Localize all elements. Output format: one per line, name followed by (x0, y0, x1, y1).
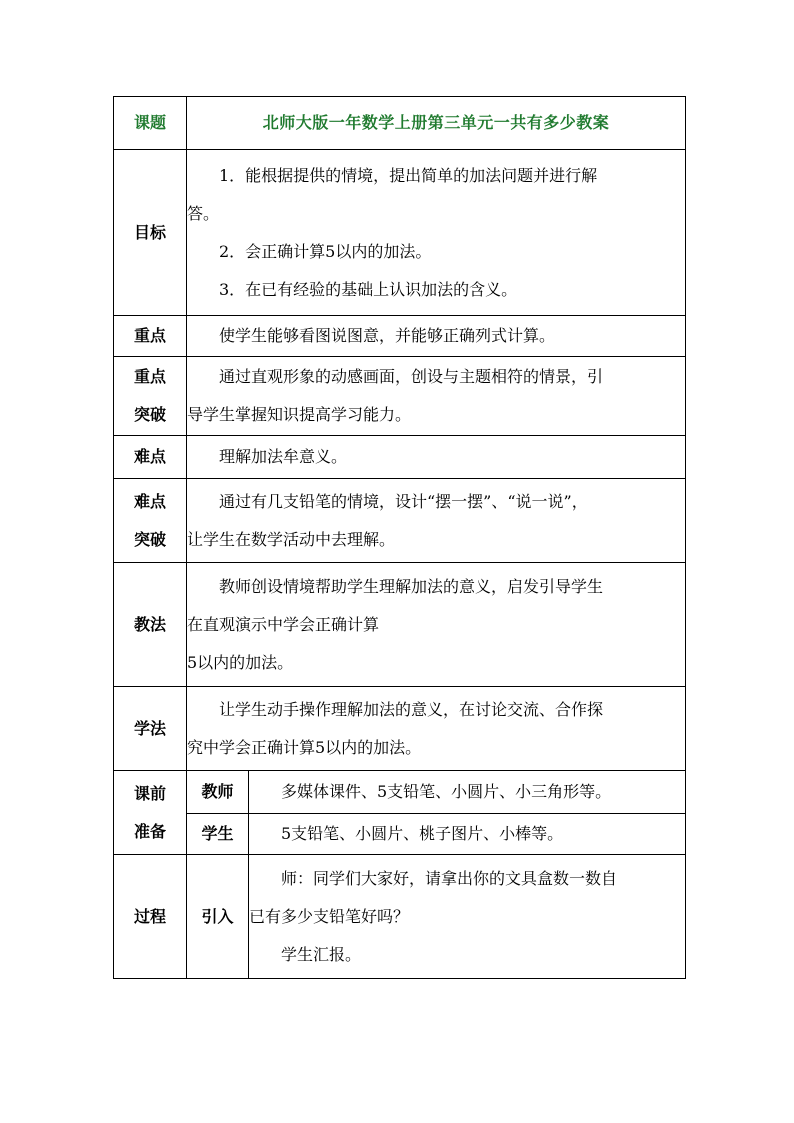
preparation-teacher-content (249, 771, 686, 814)
preparation-student-content (249, 814, 686, 855)
process-label: 过程 (114, 855, 187, 979)
title-row (114, 97, 686, 150)
preparation-teacher-row (114, 771, 686, 814)
preparation-teacher-text: 多媒体课件、5支铅笔、小圆片、小三角形等。 (281, 782, 612, 801)
key-breakthrough-line-2: 导学生掌握知识提高学习能力。 (187, 405, 412, 424)
goals-row (114, 150, 686, 316)
preparation-student-row (114, 814, 686, 855)
learning-method-line-1: 让学生动手操作理解加法的意义，在讨论交流、合作探 (219, 699, 604, 719)
process-line-2: 已有多少支铅笔好吗？ (249, 906, 410, 926)
teaching-method-line-3: 5以内的加法。 (187, 652, 294, 672)
difficulty-label: 难点 (114, 436, 187, 479)
key-breakthrough-content (187, 357, 686, 436)
difficulty-breakthrough-label (114, 479, 187, 563)
teaching-method-row (114, 563, 686, 687)
process-intro-label: 引入 (187, 855, 249, 979)
teaching-method-content (187, 563, 686, 687)
learning-method-row (114, 687, 686, 771)
learning-method-line-2: 究中学会正确计算5以内的加法。 (187, 737, 422, 757)
difficulty-breakthrough-row (114, 479, 686, 563)
difficulty-breakthrough-content (187, 479, 686, 563)
goals-label: 目标 (114, 150, 187, 316)
key-point-text: 使学生能够看图说图意，并能够正确列式计算。 (219, 326, 556, 345)
preparation-student-text: 5支铅笔、小圆片、桃子图片、小棒等。 (281, 824, 564, 843)
process-row (114, 855, 686, 979)
learning-method-content (187, 687, 686, 771)
key-point-content (187, 316, 686, 357)
key-point-label: 重点 (114, 316, 187, 357)
difficulty-breakthrough-line-2: 让学生在数学活动中去理解。 (187, 529, 396, 549)
difficulty-breakthrough-label-line-2: 突破 (133, 529, 166, 549)
key-breakthrough-label (114, 357, 187, 436)
title-label: 课题 (114, 97, 187, 150)
process-line-3: 学生汇报。 (281, 944, 362, 964)
difficulty-breakthrough-label-line-1: 难点 (133, 491, 166, 511)
goal-item-1-line-2: 答。 (187, 203, 220, 223)
preparation-label (114, 771, 187, 855)
key-breakthrough-line-1: 通过直观形象的动感画面，创设与主题相符的情景，引 (219, 367, 604, 386)
difficulty-breakthrough-line-1: 通过有几支铅笔的情境，设计“摆一摆”、“说一说”， (219, 491, 588, 511)
difficulty-text: 理解加法牟意义。 (219, 447, 348, 466)
key-breakthrough-row (114, 357, 686, 436)
goals-content (187, 150, 686, 316)
difficulty-row (114, 436, 686, 479)
process-content (249, 855, 686, 979)
teaching-method-line-2: 在直观演示中学会正确计算 (187, 614, 380, 634)
difficulty-content (187, 436, 686, 479)
key-point-row (114, 316, 686, 357)
goal-item-1-line-1: 1．能根据提供的情境，提出简单的加法问题并进行解 (219, 165, 598, 185)
process-line-1: 师：同学们大家好，请拿出你的文具盒数一数自 (281, 868, 618, 888)
preparation-label-line-1: 课前 (133, 783, 166, 803)
key-breakthrough-label-line-1: 重点 (133, 367, 166, 386)
teaching-method-line-1: 教师创设情境帮助学生理解加法的意义，启发引导学生 (219, 576, 604, 596)
learning-method-label: 学法 (114, 687, 187, 771)
key-breakthrough-label-line-2: 突破 (133, 405, 166, 424)
teaching-method-label: 教法 (114, 563, 187, 687)
preparation-student-label: 学生 (187, 814, 249, 855)
goal-item-2: 2．会正确计算5以内的加法。 (219, 241, 432, 261)
lesson-plan-table (113, 96, 686, 979)
preparation-teacher-label: 教师 (187, 771, 249, 814)
lesson-title: 北师大版一年数学上册第三单元一共有多少教案 (187, 97, 686, 150)
preparation-label-line-2: 准备 (133, 821, 166, 841)
goal-item-3: 3．在已有经验的基础上认识加法的含义。 (219, 279, 518, 299)
